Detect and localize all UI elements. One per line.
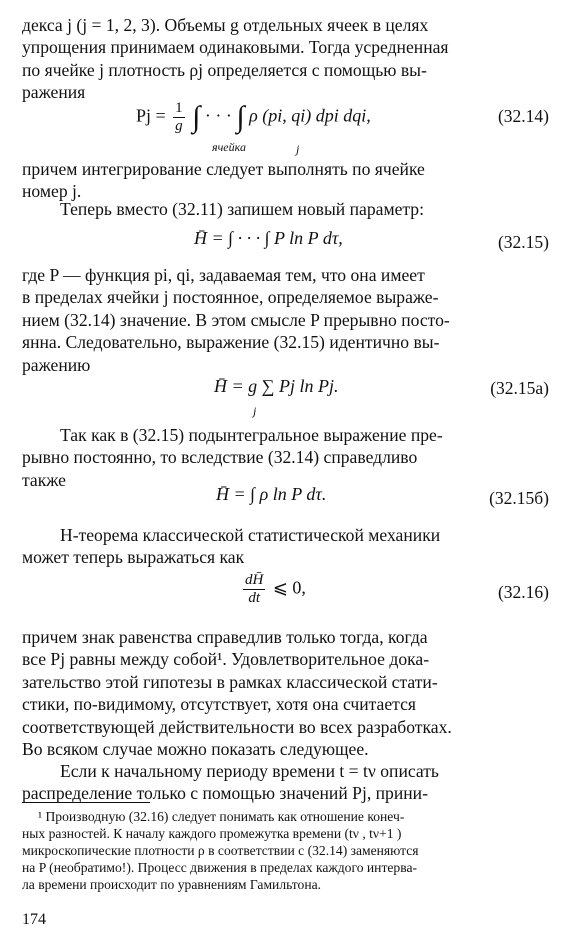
integral-subscript: j <box>296 142 300 156</box>
paragraph-2 <box>22 158 550 203</box>
equation-32-14 <box>136 100 371 135</box>
footnote-line: ла времени происходит по уравнениям Гамильтона. <box>22 877 322 892</box>
equation-number: (32.15a) <box>490 378 549 398</box>
text-line: ражению <box>22 354 91 375</box>
text-line: H-теорема классической статистической механики <box>60 525 441 545</box>
text-line: стики, по-видимому, отсутствует, хотя она считается <box>22 694 416 715</box>
eq-integrand: ρ (pi, qi) dpi dqi, <box>249 105 371 126</box>
derivative-fraction <box>243 572 265 607</box>
paragraph-6 <box>22 524 550 569</box>
equation-number: (32.16) <box>497 582 549 602</box>
text-line: где P — функция pi, qi, задаваемая тем, что она имеет <box>22 265 425 285</box>
footnote-line: ¹ Производную (32.16) следует понимать как отношение конеч- <box>38 809 405 824</box>
fraction <box>173 100 185 135</box>
eq-body: H̄ = ∫ · · · ∫ P ln P dτ, <box>194 228 343 248</box>
eq-body: H̄ = ∫ ρ ln P dτ. <box>216 484 327 504</box>
text-line: все Pj равны между собой¹. Удовлетворительное дока- <box>22 649 430 670</box>
text-line: декса j (j = 1, 2, 3). Объемы g отдельных ячеек в целях <box>22 15 429 35</box>
fraction-denominator: dt <box>248 590 260 606</box>
text-line: причем интегрирование следует выполнять по ячейке <box>22 159 425 179</box>
footnote-divider <box>22 802 150 803</box>
paragraph-3 <box>60 198 550 220</box>
equation-number: (32.15б) <box>489 488 549 508</box>
text-line: нием (32.14) значение. В этом смысле P прерывно посто- <box>22 309 450 330</box>
fraction-denominator: g <box>175 118 183 134</box>
paragraph-1 <box>22 14 550 104</box>
text-line: янна. Следовательно, выражение (32.15) идентично вы- <box>22 332 440 353</box>
text-line: также <box>22 469 66 490</box>
text-line: по ячейке j плотность ρj определяется с помощью вы- <box>22 59 427 80</box>
text-line: соответствующей действительности во всех разработках. <box>22 716 452 737</box>
text-line: рывно постоянно, то вследствие (32.14) справедливо <box>22 447 418 468</box>
text-line: распределение только с помощью значений Pj, прини- <box>22 783 428 804</box>
text-line: Теперь вместо (32.11) запишем новый параметр: <box>60 199 424 219</box>
text-line: Если к начальному периоду времени t = tν описать <box>60 761 439 781</box>
text-line: зательство этой гипотезы в рамках классической стати- <box>22 671 438 692</box>
equation-32-15b <box>216 484 326 505</box>
eq-dots: · · · <box>204 105 232 126</box>
paragraph-4 <box>22 264 550 376</box>
integral-subscript: ячейка <box>212 140 246 154</box>
eq-relation: ⩽ 0, <box>272 577 306 598</box>
text-line: может теперь выражаться как <box>22 547 245 568</box>
fraction-numerator: dH̄ <box>245 572 264 588</box>
text-line: Так как в (32.15) подынтегральное выражение пре- <box>60 425 443 445</box>
sum-subscript: j <box>253 404 257 418</box>
footnote <box>22 808 550 893</box>
equation-32-16 <box>240 572 306 607</box>
text-line: причем знак равенства справедлив только тогда, когда <box>22 627 428 647</box>
eq-lhs: Pj = <box>136 105 166 126</box>
equation-32-15a <box>214 376 338 397</box>
fraction-numerator: 1 <box>175 100 183 116</box>
paragraph-5 <box>22 424 550 491</box>
text-line: упрощения принимаем одинаковыми. Тогда усредненная <box>22 37 449 58</box>
equation-32-15 <box>194 228 343 249</box>
footnote-line: микроскопические плотности ρ в соответствии с (32.14) заменяются <box>22 843 419 858</box>
integral-sign: ∫ <box>192 100 201 134</box>
eq-body: H̄ = g ∑ Pj ln Pj. <box>214 376 339 396</box>
text-line: Во всяком случае можно показать следующее. <box>22 739 369 760</box>
paragraph-8 <box>22 760 550 805</box>
footnote-line: на P (необратимо!). Процесс движения в пределах каждого интерва- <box>22 860 418 875</box>
text-line: номер j. <box>22 181 82 202</box>
equation-number: (32.14) <box>497 106 549 126</box>
footnote-line: ных разностей. К началу каждого промежутка времени (tν , tν+1 ) <box>22 826 402 841</box>
equation-number: (32.15) <box>497 232 549 252</box>
text-line: в пределах ячейки j постоянное, определяемое выраже- <box>22 287 439 308</box>
integral-sign: ∫ <box>236 100 245 134</box>
page-number: 174 <box>22 911 46 928</box>
paragraph-7 <box>22 626 550 760</box>
text-line: ражения <box>22 82 86 103</box>
